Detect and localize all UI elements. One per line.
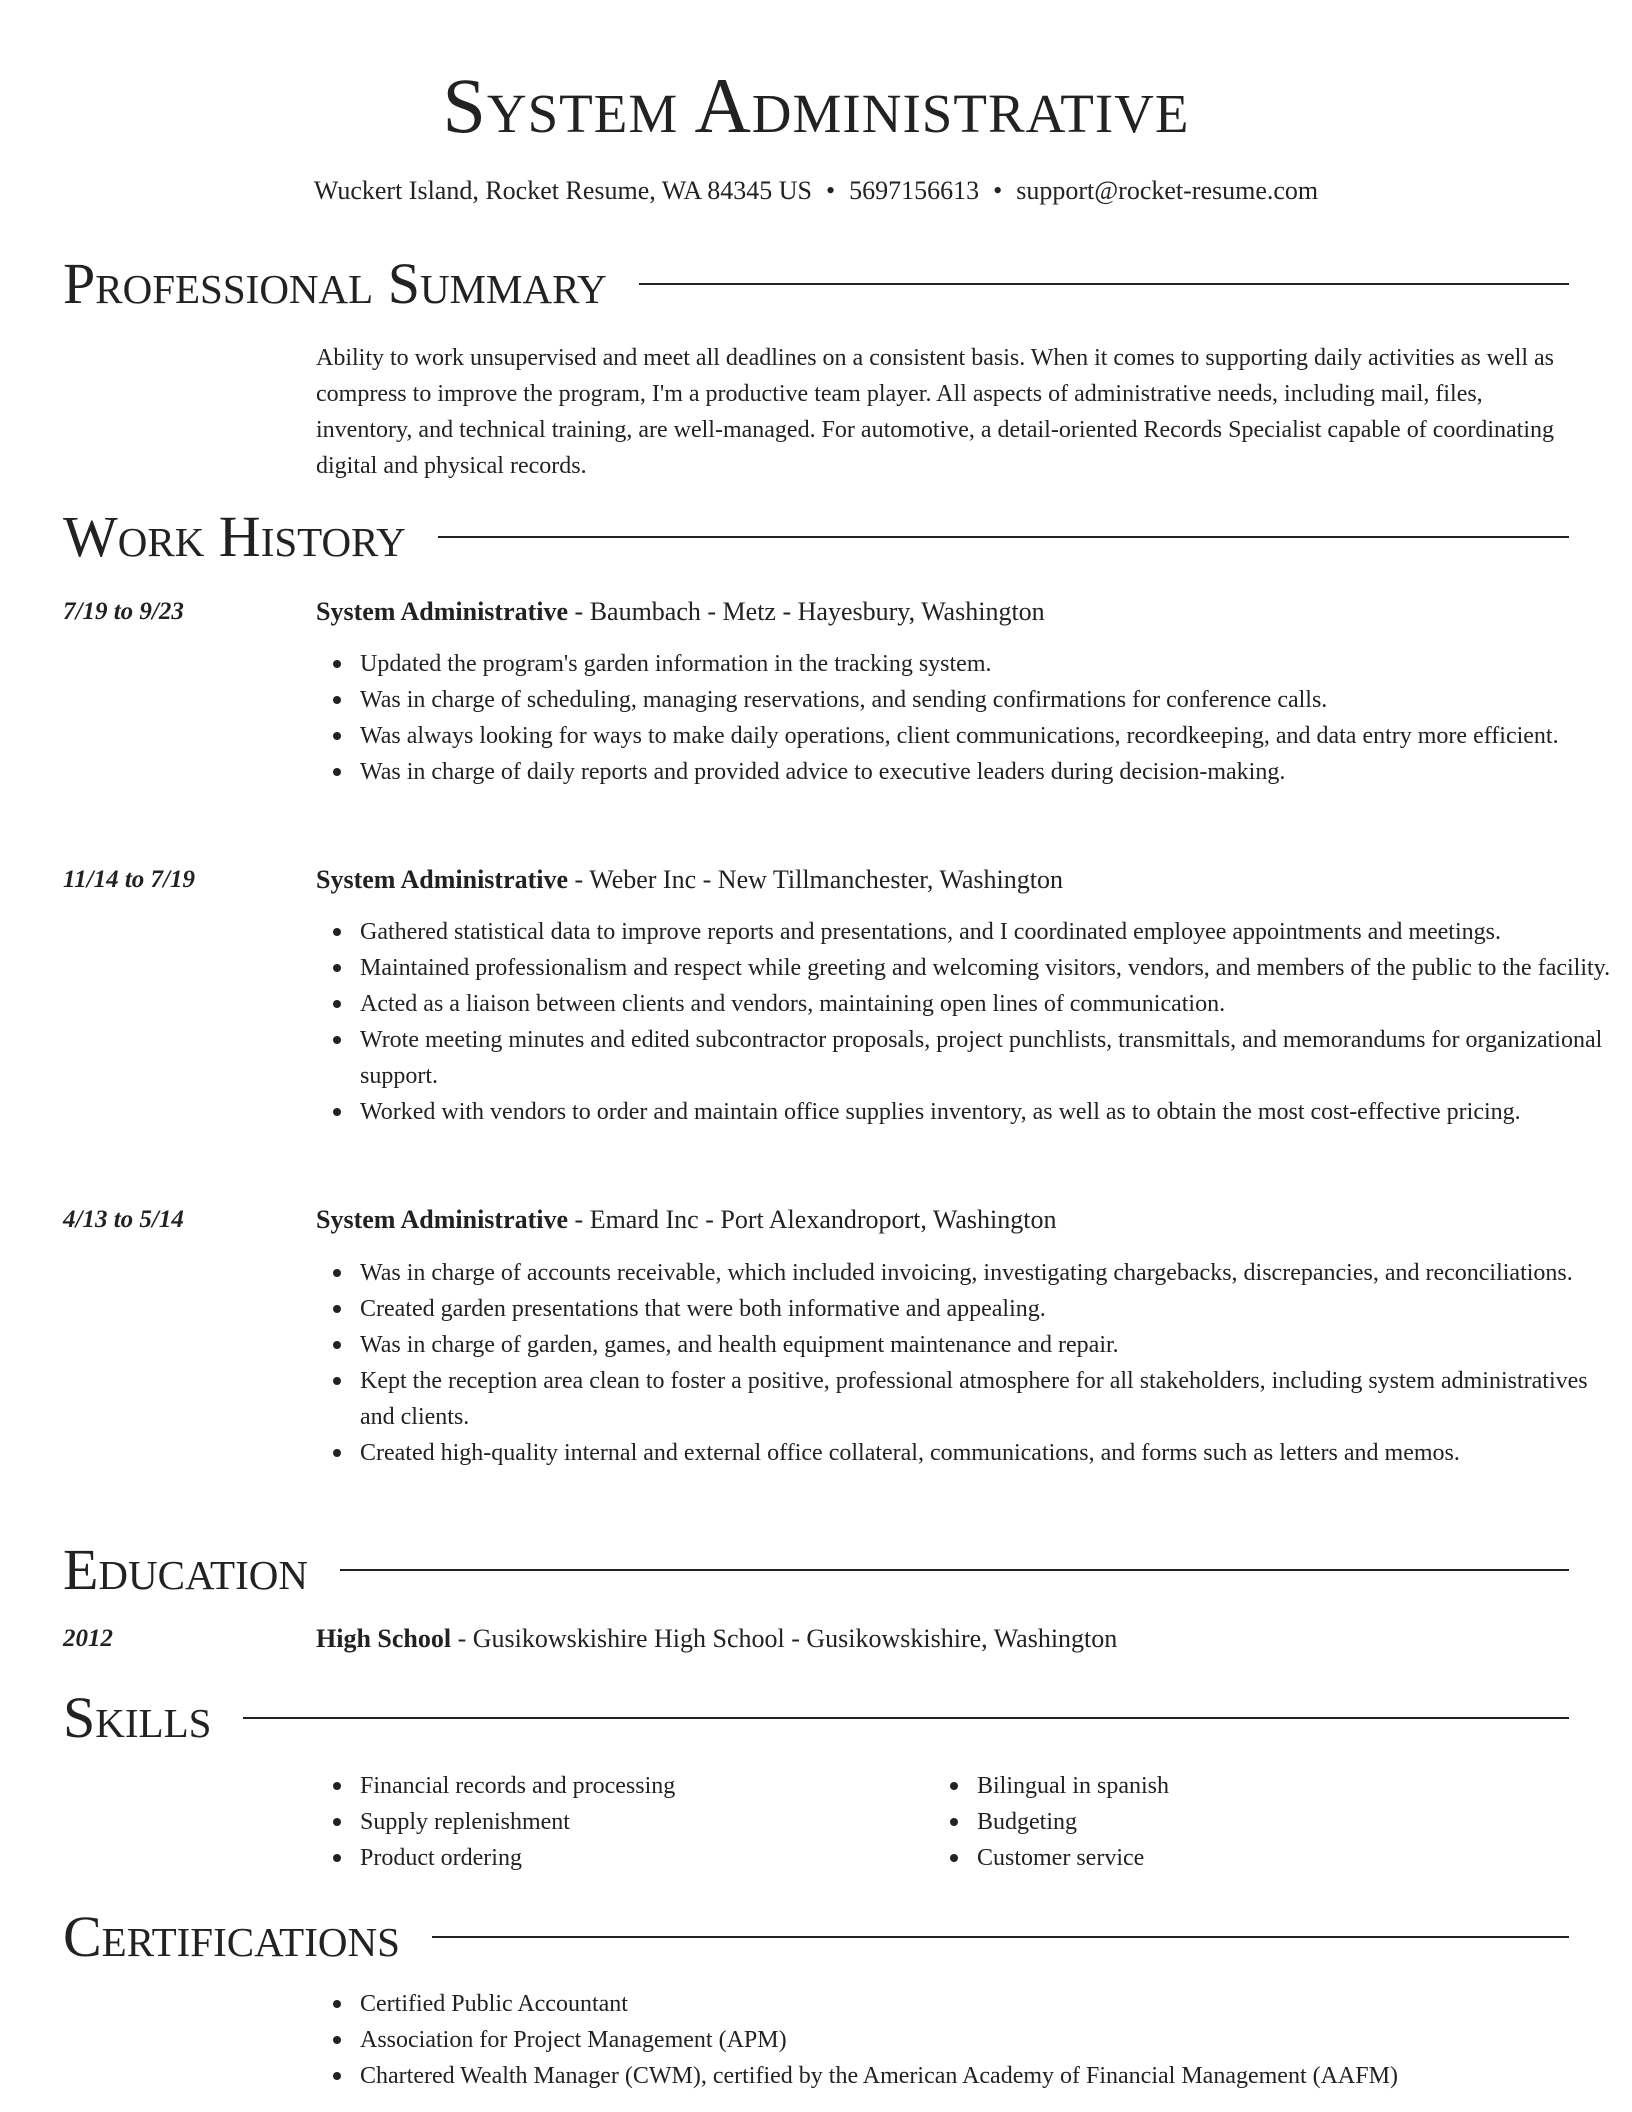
section-divider	[639, 283, 1569, 285]
job-title	[316, 863, 1063, 897]
skill-item: Supply replenishment	[360, 1804, 1618, 1840]
skills-list-right	[933, 1768, 1632, 1876]
list-item: Was always looking for ways to make daily operations, client communications, recordkeeping, and data entry more efficient.	[360, 718, 1618, 754]
section-title: Education	[63, 1537, 308, 1602]
section-header-skills	[63, 1683, 1569, 1753]
summary-text: Ability to work unsupervised and meet all deadlines on a consistent basis. When it comes to supporting daily activities as well as compress to improve the program, I'm a productive team player. All aspects of administrative needs, including mail, files, inventory, and technical training, are well-managed. For automotive, a detail-oriented Records Specialist capable of coordinating digital and physical records.	[316, 345, 1555, 479]
section-title: Professional Summary	[63, 251, 607, 316]
job-bullets	[316, 914, 1618, 1130]
skill-item: Customer service	[977, 1840, 1632, 1876]
education-title	[316, 1622, 1117, 1656]
skill-item: Financial records and processing	[360, 1768, 1618, 1804]
list-item: Created garden presentations that were both informative and appealing.	[360, 1291, 1618, 1327]
job-details: - Emard Inc - Port Alexandroport, Washington	[568, 1205, 1057, 1234]
job-title	[316, 1203, 1057, 1237]
section-header-summary	[63, 249, 1569, 319]
job-role: System Administrative	[316, 865, 569, 894]
section-title: Skills	[63, 1685, 212, 1750]
job-bullets	[316, 646, 1618, 790]
candidate-name: System Administrative	[442, 62, 1190, 149]
section-header-education	[63, 1535, 1569, 1605]
section-header-work-history	[63, 502, 1569, 572]
section-header-certifications	[63, 1902, 1569, 1972]
list-item: Gathered statistical data to improve reports and presentations, and I coordinated employee appointments and meetings.	[360, 914, 1618, 950]
section-title: Certifications	[63, 1904, 400, 1969]
job-dates: 11/14 to 7/19	[63, 866, 195, 893]
job-bullets	[316, 1255, 1618, 1471]
section-divider	[340, 1569, 1569, 1571]
list-item: Updated the program's garden information in the tracking system.	[360, 646, 1618, 682]
list-item: Was in charge of daily reports and provided advice to executive leaders during decision-making.	[360, 754, 1618, 790]
job-dates: 4/13 to 5/14	[63, 1206, 184, 1233]
skill-item: Product ordering	[360, 1840, 1618, 1876]
list-item: Wrote meeting minutes and edited subcontractor proposals, project punchlists, transmittals, and memorandums for organizational support.	[360, 1022, 1618, 1094]
certification-item: Association for Project Management (APM)	[360, 2022, 1618, 2058]
separator: •	[993, 176, 1003, 205]
address: Wuckert Island, Rocket Resume, WA 84345 US	[313, 176, 813, 205]
education-degree: High School	[316, 1624, 452, 1653]
section-divider	[432, 1936, 1569, 1938]
section-divider	[243, 1717, 1569, 1719]
job-dates: 7/19 to 9/23	[63, 598, 184, 625]
education-details: - Gusikowskishire High School - Gusikowskishire, Washington	[451, 1624, 1118, 1653]
list-item: Created high-quality internal and external office collateral, communications, and forms such as letters and memos.	[360, 1435, 1618, 1471]
list-item: Worked with vendors to order and maintain office supplies inventory, as well as to obtain the most cost-effective pricing.	[360, 1094, 1618, 1130]
section-divider	[438, 536, 1569, 538]
list-item: Was in charge of accounts receivable, which included invoicing, investigating chargebacks, discrepancies, and reconciliations.	[360, 1255, 1618, 1291]
skill-item: Budgeting	[977, 1804, 1632, 1840]
job-title	[316, 595, 1045, 629]
list-item: Acted as a liaison between clients and vendors, maintaining open lines of communication.	[360, 986, 1618, 1022]
job-details: - Weber Inc - New Tillmanchester, Washington	[568, 865, 1063, 894]
list-item: Maintained professionalism and respect while greeting and welcoming visitors, vendors, and members of the public to the facility.	[360, 950, 1618, 986]
list-item: Kept the reception area clean to foster a positive, professional atmosphere for all stakeholders, including system administratives and clients.	[360, 1363, 1618, 1435]
certification-item: Chartered Wealth Manager (CWM), certified by the American Academy of Financial Management (AAFM)	[360, 2058, 1618, 2094]
job-role: System Administrative	[316, 1205, 569, 1234]
contact-line	[0, 174, 1632, 208]
phone: 5697156613	[849, 176, 980, 205]
email: support@rocket-resume.com	[1016, 176, 1319, 205]
separator: •	[826, 176, 836, 205]
list-item: Was in charge of scheduling, managing reservations, and sending confirmations for conference calls.	[360, 682, 1618, 718]
certification-item: Certified Public Accountant	[360, 1986, 1618, 2022]
section-title: Work History	[63, 504, 406, 569]
job-details: - Baumbach - Metz - Hayesbury, Washington	[568, 597, 1045, 626]
job-role: System Administrative	[316, 597, 569, 626]
education-year: 2012	[63, 1625, 113, 1652]
list-item: Was in charge of garden, games, and health equipment maintenance and repair.	[360, 1327, 1618, 1363]
skill-item: Bilingual in spanish	[977, 1768, 1632, 1804]
certifications-list	[316, 1986, 1618, 2094]
